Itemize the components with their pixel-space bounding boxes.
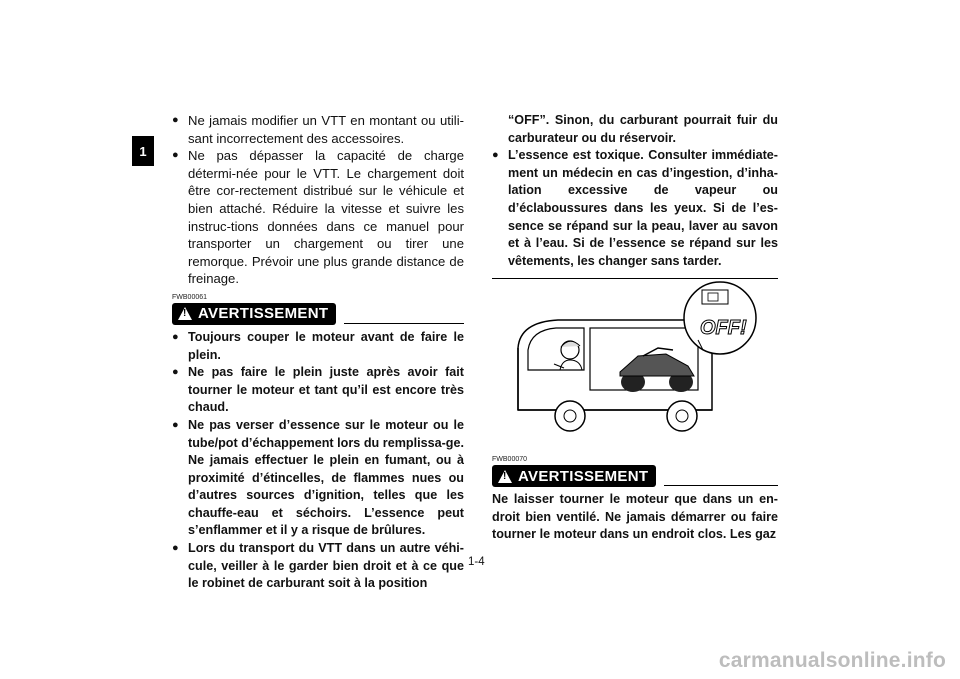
left-column <box>172 112 464 593</box>
warning-badge <box>172 303 336 325</box>
warning-triangle-icon <box>498 470 512 483</box>
warning-triangle-icon <box>178 307 192 320</box>
warning-label: AVERTISSEMENT <box>198 305 329 323</box>
warning-bullet-item: ● L’essence est toxique. Consulter immédiate-ment un médecin en cas d’ingestion, d’inha-lation excessive de vapeur ou d’éclaboussures dans les yeux. Si de l’es-sence se répand sur la peau, laver au savon et à l’eau. Si de l’essence se répand sur les vêtements, les changer sans tarder. <box>492 147 778 270</box>
bullet-item: ● Ne pas dépasser la capacité de charge détermi-née pour le VTT. Le chargement doit être cor-rectement distribué sur le véhicule et bien attaché. Réduire la vitesse et suivre les instruc-tions données dans ce manuel pour transporter un chargement ou tirer une remorque. Prévoir une plus grande distance de freinage. <box>172 147 464 288</box>
warning-badge <box>492 465 656 487</box>
warning-header <box>172 303 464 325</box>
warning-continuation: “OFF”. Sinon, du carburant pourrait fuir du carburateur ou du réservoir. <box>508 113 778 145</box>
bullet-item: ● Ne jamais modifier un VTT en montant ou utili-sant incorrectement des accessoires. <box>172 112 464 147</box>
warning-rule <box>344 323 464 324</box>
warning-bullet-item: ● Lors du transport du VTT dans un autre véhi-cule, veiller à le garder bien droit et à ce que le robinet de carburant soit à la position <box>172 540 464 593</box>
chapter-number: 1 <box>139 143 147 159</box>
warning-bullet-item: ● Ne pas faire le plein juste après avoir fait tourner le moteur et tant qu’il est encore très chaud. <box>172 364 464 417</box>
truck-transport-atv-illustration <box>498 278 768 448</box>
watermark: carmanualsonline.info <box>718 649 946 672</box>
chapter-tab <box>132 136 154 166</box>
warning-header <box>492 465 778 487</box>
page-number: 1-4 <box>468 556 485 568</box>
warning-code: FWB00061 <box>172 293 208 301</box>
warning-code: FWB00070 <box>492 456 528 463</box>
warning-rule <box>664 485 778 486</box>
right-warning-block <box>492 450 778 544</box>
right-column <box>492 112 778 279</box>
warning-paragraph: Ne laisser tourner le moteur que dans un en-droit bien ventilé. Ne jamais démarrer ou faire tourner le moteur dans un endroit clos. Les gaz <box>492 492 778 542</box>
callout-off-text: OFF! <box>700 317 747 339</box>
warning-label: AVERTISSEMENT <box>518 467 649 485</box>
warning-bullet-item: ● Ne pas verser d’essence sur le moteur ou le tube/pot d’échappement lors du remplissa-ge. Ne jamais effectuer le plein en fumant, ou à proximité d’étincelles, de flammes nues ou d’autres sources d’ignition, telles que les chauffe-eau et séchoirs. L’essence peut s’enflammer et il y a risque de brûlures. <box>172 417 464 540</box>
warning-bullet-item: ● Toujours couper le moteur avant de faire le plein. <box>172 329 464 364</box>
